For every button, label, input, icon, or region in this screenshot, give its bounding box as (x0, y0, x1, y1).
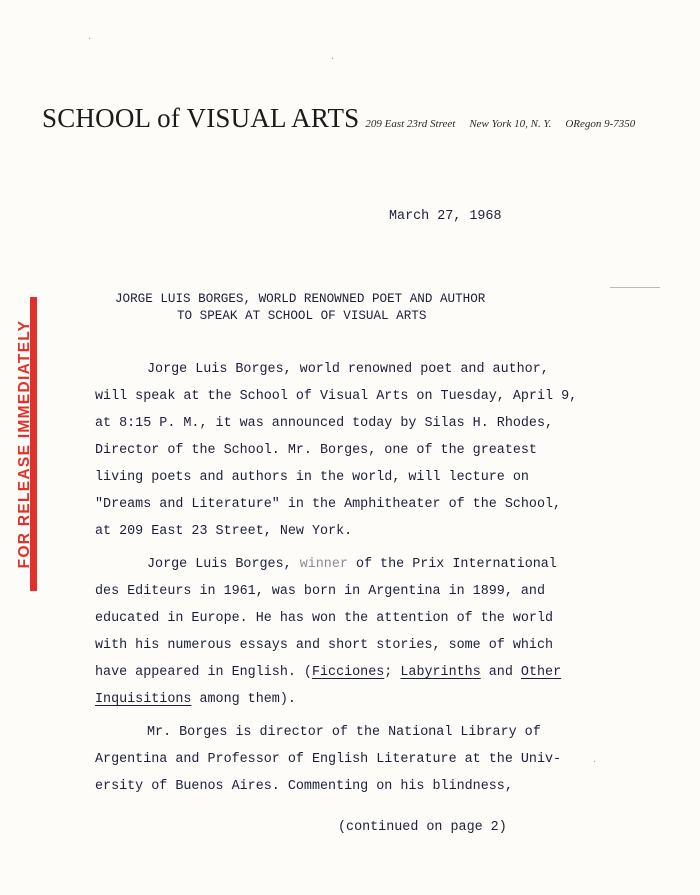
body-line: ersity of Buenos Aires. Commenting on his blindness, (95, 779, 513, 794)
body-line: at 209 East 23 Street, New York. (95, 524, 353, 539)
body-line: at 8:15 P. M., it was announced today by Silas H. Rhodes, (95, 416, 554, 431)
body-line: educated in Europe. He has won the attention of the world (95, 611, 554, 626)
body-line (95, 692, 296, 707)
body-line: des Editeurs in 1961, was born in Argentina in 1899, and (95, 584, 545, 599)
body-line: with his numerous essays and short stories, some of which (95, 638, 554, 653)
body-line: Director of the School. Mr. Borges, one of the greatest (95, 443, 537, 458)
book-title: Inquisitions (95, 692, 192, 707)
body-line (147, 557, 557, 572)
letterhead (42, 103, 635, 134)
text-run: winner (299, 557, 348, 572)
continued-note: (continued on page 2) (338, 820, 507, 835)
text-run: among them). (191, 692, 296, 707)
body-line (95, 665, 561, 680)
text-run: of the Prix International (347, 557, 557, 572)
headline-line-2: TO SPEAK AT SCHOOL OF VISUAL ARTS (177, 309, 427, 323)
letterhead-city: New York 10, N. Y. (469, 118, 552, 130)
text-run: ; (384, 665, 401, 680)
body-line: Jorge Luis Borges, world renowned poet and author, (147, 362, 549, 377)
release-date: March 27, 1968 (389, 209, 502, 224)
book-title: Other (520, 665, 562, 680)
body-line: Argentina and Professor of English Literature at the Univ- (95, 752, 562, 767)
headline-line-1: JORGE LUIS BORGES, WORLD RENOWNED POET AND AUTHOR (115, 292, 486, 306)
book-title: Labyrinths (400, 665, 481, 680)
letterhead-phone: ORegon 9-7350 (565, 118, 636, 130)
release-stamp-label: FOR RELEASE IMMEDIATELY (16, 319, 33, 569)
book-title: Ficciones (311, 665, 385, 680)
paper-speck: · (593, 757, 597, 768)
school-name: SCHOOL of VISUAL ARTS (42, 103, 360, 133)
text-run: Jorge Luis Borges, (147, 557, 300, 572)
body-line: "Dreams and Literature" in the Amphitheater of the School, (95, 497, 562, 512)
body-line: Mr. Borges is director of the National Library of (147, 725, 541, 740)
text-run: and (480, 665, 521, 680)
stray-pencil-line (610, 287, 660, 288)
letterhead-street: 209 East 23rd Street (365, 118, 456, 130)
release-stamp (12, 297, 38, 591)
text-run: have appeared in English. ( (95, 665, 312, 680)
paper-speck: · (88, 34, 92, 45)
paper-speck: · (331, 54, 335, 65)
body-line: will speak at the School of Visual Arts on Tuesday, April 9, (95, 389, 578, 404)
body-line: living poets and authors in the world, will lecture on (95, 470, 529, 485)
